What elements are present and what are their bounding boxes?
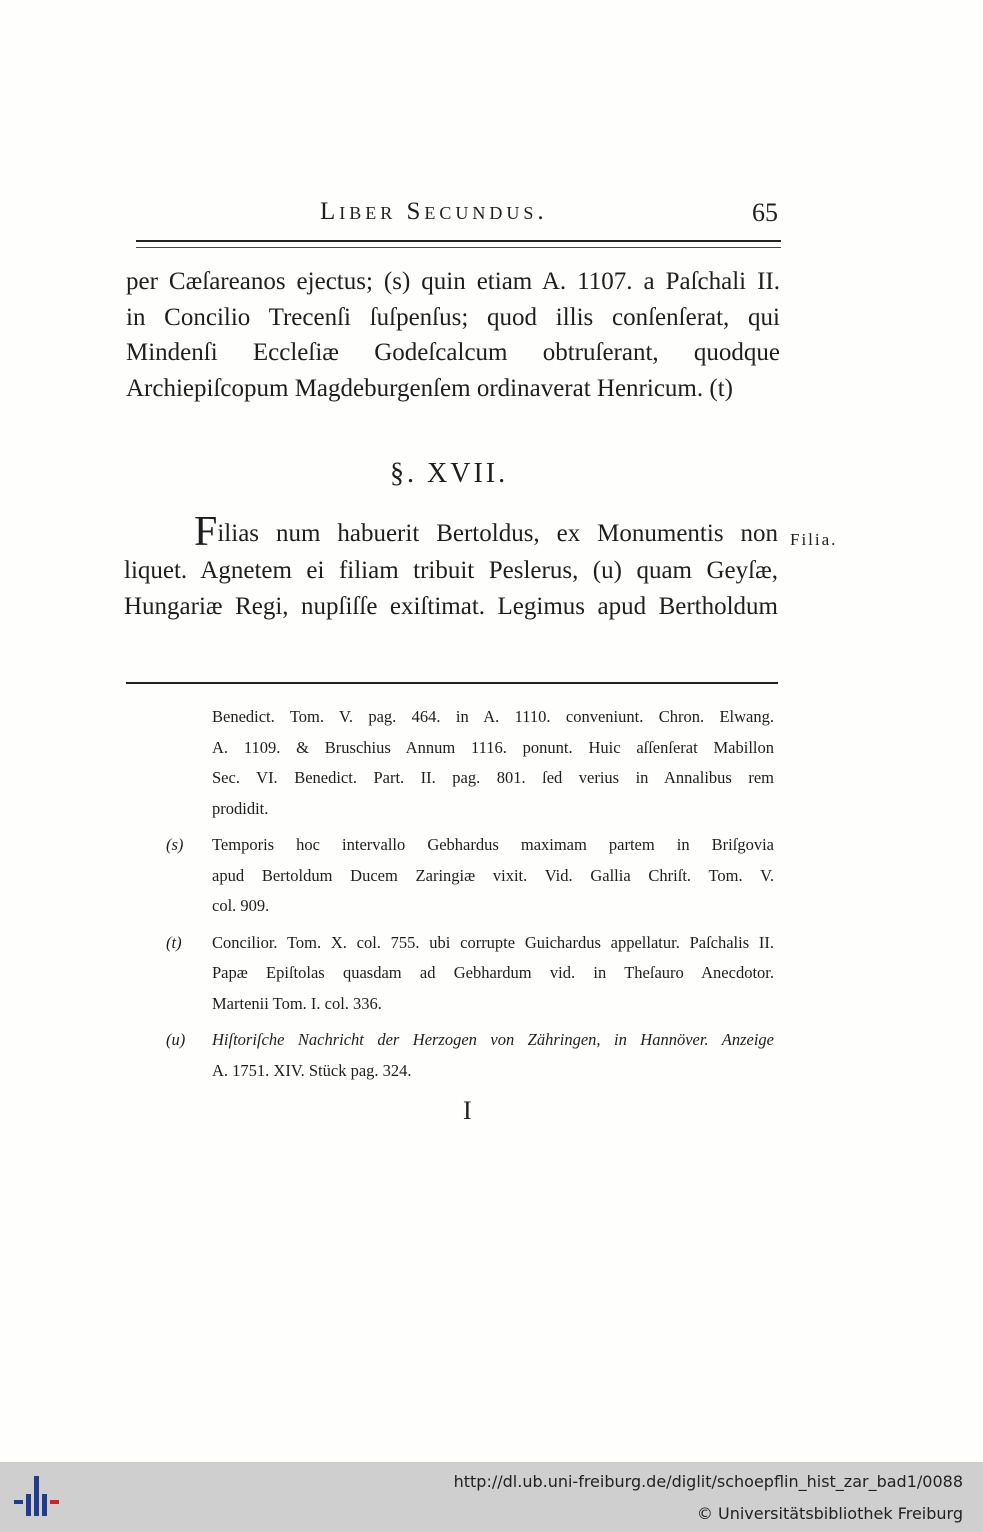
footer-bar bbox=[0, 1462, 983, 1532]
footnote-rule bbox=[126, 682, 778, 684]
ub-freiburg-logo-icon[interactable] bbox=[12, 1474, 62, 1520]
text-line: Hungariæ Regi, nupſiſſe exiſtimat. Legimus apud Bertholdum bbox=[124, 593, 778, 620]
footnote-line: A. 1109. & Bruschius Annum 1116. ponunt. Huic aſſenſerat Mabillon bbox=[212, 737, 774, 757]
footnote-line: col. 909. bbox=[212, 896, 270, 915]
footnote-line: Concilior. Tom. X. col. 755. ubi corrupte Guichardus appellatur. Paſchalis II. bbox=[212, 932, 774, 952]
footnote-u bbox=[166, 1025, 774, 1086]
footnote-line: Benedict. Tom. V. pag. 464. in A. 1110. conveniunt. Chron. Elwang. bbox=[212, 707, 774, 726]
footnote-line: prodidit. bbox=[212, 798, 269, 818]
marginal-note: Filia. bbox=[790, 530, 838, 549]
body-paragraph-2 bbox=[124, 509, 778, 626]
drop-cap: F bbox=[194, 509, 218, 555]
footnote-line: apud Bertoldum Ducem Zaringiæ vixit. Vid. Gallia Chriſt. Tom. V. bbox=[212, 865, 774, 885]
footnote-line: Temporis hoc intervallo Gebhardus maximam partem in Briſgovia bbox=[212, 835, 774, 854]
footnote-s bbox=[166, 830, 774, 922]
footnote-line: Hiſtoriſche Nachricht der Herzogen von Zähringen, in Hannöver. Anzeige bbox=[212, 1030, 774, 1049]
footnotes bbox=[166, 702, 774, 1092]
text-line bbox=[124, 509, 778, 555]
footnote-marker: (u) bbox=[166, 1030, 186, 1049]
text-line: Mindenſi Eccleſiæ Godeſcalcum obtruſerant, quodque bbox=[126, 339, 780, 366]
footnote-line: Sec. VI. Benedict. Part. II. pag. 801. ſed verius in Annalibus rem bbox=[212, 768, 774, 787]
footnote-t bbox=[166, 928, 774, 1020]
copyright-notice: © Universitätsbibliothek Freiburg bbox=[696, 1504, 963, 1523]
header-rule-thin bbox=[136, 247, 781, 248]
text-line: liquet. Agnetem ei filiam tribuit Peslerus, (u) quam Geyſæ, bbox=[124, 556, 778, 584]
running-title: Liber Secundus. bbox=[320, 198, 548, 225]
text-line: in Concilio Trecenſi ſuſpenſus; quod illis conſenſerat, qui bbox=[126, 303, 780, 331]
header-rule bbox=[136, 240, 781, 242]
section-heading: §. XVII. bbox=[390, 458, 509, 489]
first-line-text: ilias num habuerit Bertoldus, ex Monumentis non bbox=[217, 520, 778, 547]
footnote-marker: (s) bbox=[166, 835, 184, 854]
text-line: Archiepiſcopum Magdeburgenſem ordinaverat Henricum. (t) bbox=[126, 374, 733, 402]
page-number: 65 bbox=[752, 198, 778, 227]
footnote-line: A. 1751. XIV. Stück pag. 324. bbox=[212, 1060, 412, 1080]
body-paragraph-1 bbox=[126, 264, 780, 406]
footnote-continuation bbox=[166, 702, 774, 824]
footnote-marker: (t) bbox=[166, 932, 182, 952]
text-line: per Cæſareanos ejectus; (s) quin etiam A. 1107. a Paſchali II. bbox=[126, 268, 780, 295]
source-url-link[interactable]: http://dl.ub.uni-freiburg.de/diglit/schoepflin_hist_zar_bad1/0088 bbox=[453, 1472, 963, 1491]
footnote-line: Martenii Tom. I. col. 336. bbox=[212, 993, 382, 1013]
footnote-line: Papæ Epiſtolas quasdam ad Gebhardum vid. in Theſauro Anecdotor. bbox=[212, 963, 774, 982]
signature-mark: I bbox=[463, 1096, 472, 1125]
